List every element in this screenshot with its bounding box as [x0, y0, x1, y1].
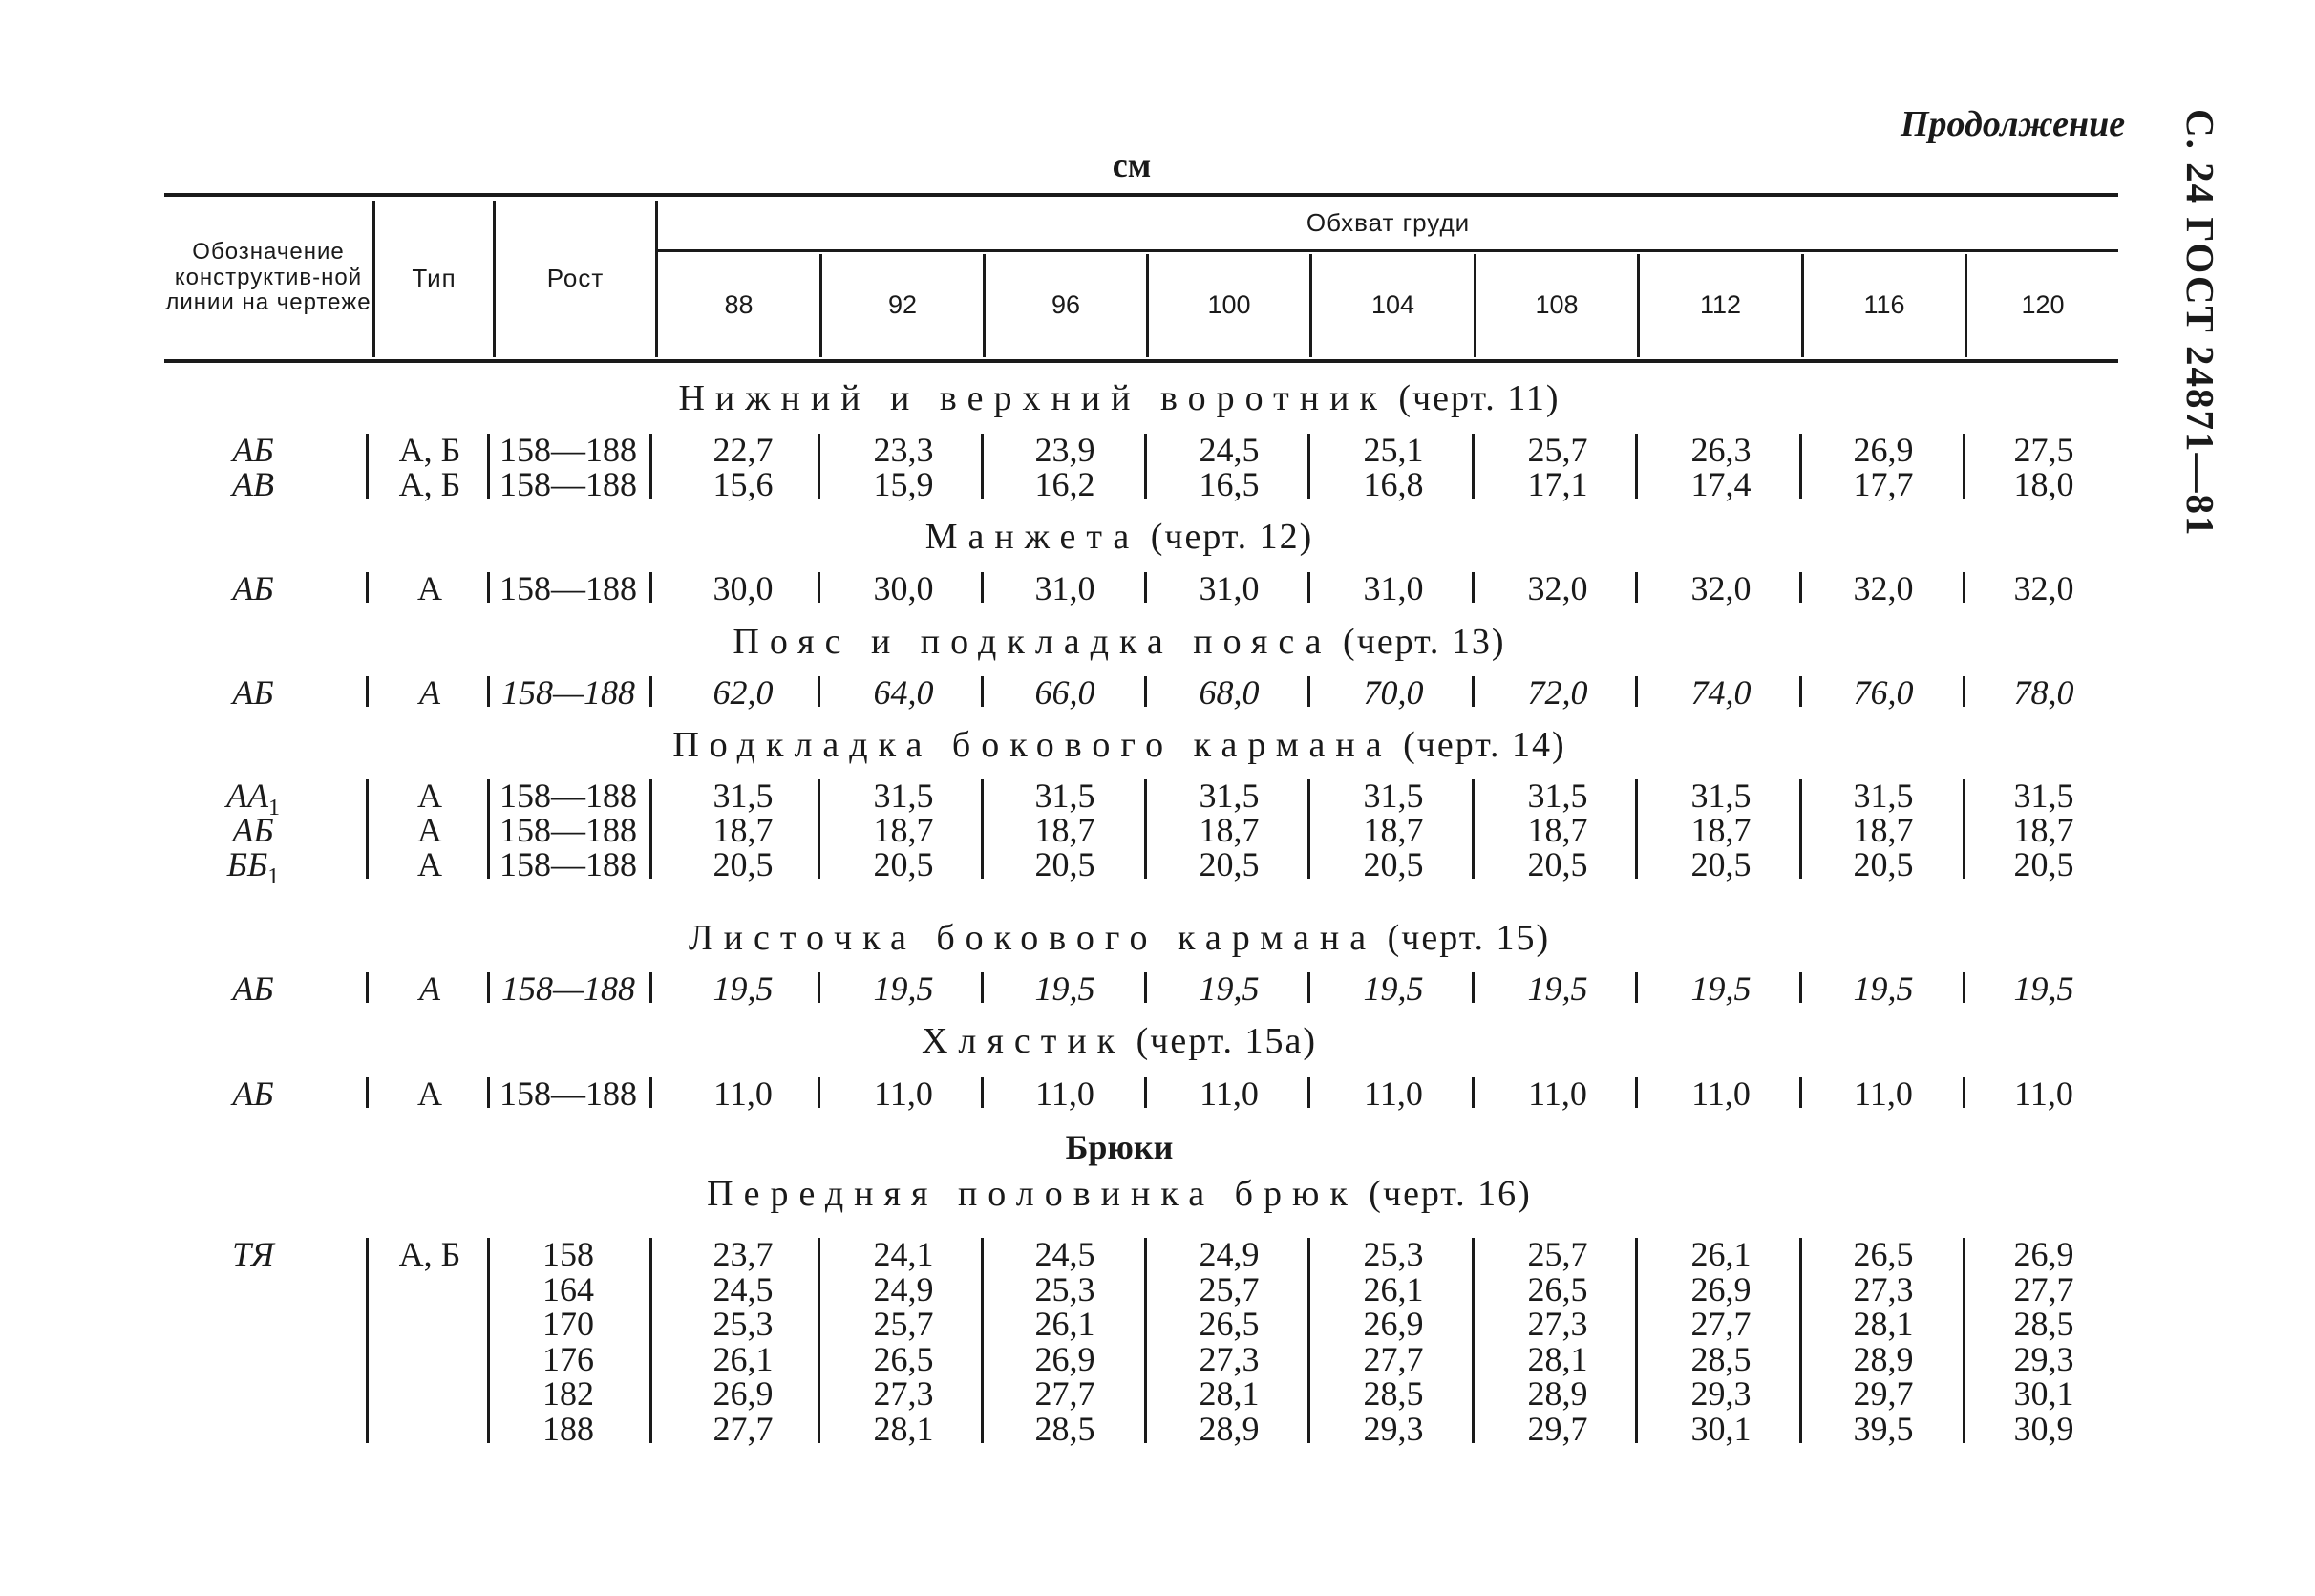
measurement-value: 31,5 [1527, 777, 1588, 815]
table-row [0, 570, 2315, 606]
table-row [0, 432, 2315, 468]
measurement-value: 24,5 [712, 1269, 774, 1309]
measurement-value: 27,7 [1363, 1339, 1424, 1378]
height-value: 176 [542, 1339, 594, 1378]
measurement-value: 20,5 [712, 845, 774, 883]
chest-size-header: 116 [1863, 290, 1905, 320]
line-designation [201, 1075, 306, 1112]
measurement-value: 19,5 [1363, 969, 1424, 1008]
measurement-value: 29,3 [1690, 1374, 1752, 1413]
type-header: Тип [412, 263, 457, 292]
line-designation-text: АВ [232, 465, 274, 503]
measurement-value: 74,0 [1690, 673, 1752, 712]
measurement-value: 19,5 [1690, 969, 1752, 1008]
table-row [0, 812, 2315, 848]
chest-size-header: 88 [724, 290, 754, 320]
measurement-value: 18,7 [1034, 811, 1095, 849]
height-value: 158—188 [499, 777, 637, 815]
measurement-value: 28,5 [1034, 1409, 1095, 1448]
measurement-value: 27,3 [1527, 1305, 1588, 1343]
measurement-value: 26,1 [1034, 1305, 1095, 1343]
chest-size-header: 108 [1535, 290, 1579, 320]
section-title-space [1388, 378, 1399, 418]
line-designation [201, 466, 306, 502]
type-value: А, Б [398, 465, 461, 503]
measurement-value: 28,5 [1363, 1374, 1424, 1413]
measurement-value: 20,5 [1363, 845, 1424, 883]
measurement-value: 17,7 [1853, 465, 1914, 503]
measurement-value: 39,5 [1853, 1409, 1914, 1448]
section-title-space [1139, 517, 1151, 557]
section-title-space [1358, 1174, 1370, 1214]
designation-header: Обозначение конструктив-ной линии на чертеже [165, 239, 372, 316]
type-value: А [417, 811, 442, 849]
section-title-space [1125, 1021, 1136, 1061]
measurement-value: 24,1 [873, 1235, 934, 1273]
measurement-value: 30,9 [2013, 1409, 2074, 1448]
measurement-value: 27,7 [1690, 1305, 1752, 1343]
line-designation [201, 970, 306, 1007]
section-title-text: Пояс и подкладка пояса [733, 622, 1332, 662]
line-designation-text: АБ [232, 431, 274, 469]
measurement-value: 25,3 [1034, 1269, 1095, 1309]
line-designation-text: АА [226, 777, 268, 815]
measurement-value: 30,1 [1690, 1409, 1752, 1448]
measurement-value: 28,9 [1853, 1339, 1914, 1378]
section-title [164, 1173, 2074, 1215]
measurement-value: 11,0 [874, 1075, 933, 1113]
section-title-text: Нижний и верхний воротник [678, 378, 1388, 418]
measurement-value: 29,3 [1363, 1409, 1424, 1448]
measurement-value: 19,5 [712, 969, 774, 1008]
section-title-text: Передняя половинка брюк [707, 1174, 1358, 1214]
section-heading: Брюки [1065, 1128, 1174, 1166]
measurement-value: 25,3 [1363, 1235, 1424, 1273]
measurement-value: 28,1 [873, 1409, 934, 1448]
section-drawing-ref: (черт. 12) [1150, 517, 1314, 557]
chest-size-header: 112 [1699, 290, 1742, 320]
measurement-value: 31,0 [1034, 569, 1095, 607]
measurement-value: 31,0 [1199, 569, 1260, 607]
measurement-value: 31,5 [1690, 777, 1752, 815]
type-value: А [417, 845, 442, 883]
height-value: 170 [542, 1305, 594, 1343]
section-title [164, 1020, 2074, 1062]
line-designation [201, 846, 306, 895]
measurement-value: 18,7 [873, 811, 934, 849]
measurement-value: 26,9 [2013, 1235, 2074, 1273]
measurement-value: 27,7 [2013, 1269, 2074, 1309]
line-designation [201, 1236, 306, 1272]
height-value: 158—188 [499, 569, 637, 607]
table-row [0, 1411, 2315, 1447]
measurement-value: 32,0 [1853, 569, 1914, 607]
line-designation-text: ТЯ [232, 1235, 274, 1273]
measurement-value: 78,0 [2013, 673, 2074, 712]
measurement-value: 26,5 [1199, 1305, 1260, 1343]
height-value: 158—188 [499, 811, 637, 849]
table-row [0, 1375, 2315, 1412]
section-drawing-ref: (черт. 13) [1343, 622, 1506, 662]
height-value: 158 [542, 1235, 594, 1273]
section-title-space [1392, 725, 1404, 765]
measurement-value: 15,6 [712, 465, 774, 503]
section-title-text: Листочка бокового кармана [688, 918, 1377, 958]
measurement-value: 25,3 [712, 1305, 774, 1343]
chest-size-header: 120 [2021, 290, 2065, 320]
table-row [0, 1236, 2315, 1272]
measurement-value: 66,0 [1034, 673, 1095, 712]
measurement-value: 11,0 [2014, 1075, 2073, 1113]
measurement-value: 31,5 [1853, 777, 1914, 815]
measurement-value: 18,7 [712, 811, 774, 849]
table-row [0, 1306, 2315, 1342]
measurement-value: 28,9 [1199, 1409, 1260, 1448]
table-row [0, 1271, 2315, 1308]
measurement-value: 26,9 [1853, 431, 1914, 469]
chest-size-header: 104 [1370, 290, 1415, 320]
measurement-value: 28,1 [1527, 1339, 1588, 1378]
line-designation-text: АБ [232, 969, 274, 1008]
type-value: А [417, 569, 442, 607]
measurement-value: 23,7 [712, 1235, 774, 1273]
measurement-value: 17,1 [1527, 465, 1588, 503]
measurement-value: 26,5 [873, 1339, 934, 1378]
measurement-value: 24,9 [1199, 1235, 1260, 1273]
measurement-value: 23,9 [1034, 431, 1095, 469]
measurement-value: 24,5 [1034, 1235, 1095, 1273]
height-value: 182 [542, 1374, 594, 1413]
height-value: 158—188 [499, 431, 637, 469]
measurement-value: 32,0 [1527, 569, 1588, 607]
measurement-value: 11,0 [713, 1075, 773, 1113]
measurement-value: 64,0 [873, 673, 934, 712]
table-row [0, 1341, 2315, 1377]
height-value: 158—188 [500, 969, 635, 1008]
section-drawing-ref: (черт. 16) [1369, 1174, 1532, 1214]
measurement-value: 18,7 [1363, 811, 1424, 849]
measurement-value: 20,5 [2013, 845, 2074, 883]
height-value: 158—188 [499, 1075, 637, 1113]
height-value: 158—188 [500, 673, 635, 712]
measurement-value: 31,5 [873, 777, 934, 815]
measurement-value: 32,0 [1690, 569, 1752, 607]
measurement-value: 31,0 [1363, 569, 1424, 607]
measurement-value: 26,9 [1363, 1305, 1424, 1343]
measurement-value: 26,1 [712, 1339, 774, 1378]
continuation-label: Продолжение [1901, 104, 2126, 144]
table-row [0, 777, 2315, 821]
section-title-text: Манжета [924, 517, 1140, 557]
measurement-value: 31,5 [1363, 777, 1424, 815]
table-row [0, 674, 2315, 711]
type-value: А [419, 969, 440, 1008]
table-row [0, 970, 2315, 1007]
measurement-value: 32,0 [2013, 569, 2074, 607]
measurement-value: 19,5 [2013, 969, 2074, 1008]
measurement-value: 23,3 [873, 431, 934, 469]
measurement-value: 20,5 [873, 845, 934, 883]
measurement-value: 29,7 [1527, 1409, 1588, 1448]
measurement-value: 24,5 [1199, 431, 1260, 469]
measurement-value: 20,5 [1034, 845, 1095, 883]
chest-size-header: 92 [887, 290, 918, 320]
line-designation [201, 432, 306, 468]
table-row [0, 466, 2315, 502]
measurement-value: 26,5 [1853, 1235, 1914, 1273]
measurement-value: 25,7 [1527, 431, 1588, 469]
height-value: 164 [542, 1269, 594, 1309]
measurement-value: 25,7 [873, 1305, 934, 1343]
line-designation-subscript: 1 [267, 796, 280, 821]
section-title-space [1332, 622, 1344, 662]
measurement-value: 22,7 [712, 431, 774, 469]
measurement-value: 11,0 [1035, 1075, 1094, 1113]
measurement-value: 29,7 [1853, 1374, 1914, 1413]
measurement-value: 20,5 [1527, 845, 1588, 883]
section-title-text: Хлястик [921, 1021, 1126, 1061]
section-title [164, 516, 2074, 558]
page-side-header: С. 24 ГОСТ 24871—81 [2178, 109, 2222, 538]
measurement-value: 11,0 [1691, 1075, 1751, 1113]
measurement-value: 72,0 [1527, 673, 1588, 712]
type-value: А, Б [398, 431, 461, 469]
measurement-value: 28,1 [1853, 1305, 1914, 1343]
measurement-value: 19,5 [1527, 969, 1588, 1008]
height-value: 188 [542, 1409, 594, 1448]
section-drawing-ref: (черт. 14) [1403, 725, 1566, 765]
table-row [0, 845, 2315, 890]
section-title [164, 917, 2074, 959]
line-designation-text: АБ [232, 1075, 274, 1113]
line-designation-text: ББ [226, 845, 268, 883]
type-value: А [417, 777, 442, 815]
measurement-value: 70,0 [1363, 673, 1424, 712]
measurement-value: 31,5 [1034, 777, 1095, 815]
measurement-value: 68,0 [1199, 673, 1260, 712]
section-title [164, 621, 2074, 663]
section-title-text: Подкладка бокового кармана [672, 725, 1392, 765]
measurement-value: 27,3 [873, 1374, 934, 1413]
measurement-value: 19,5 [1034, 969, 1095, 1008]
type-value: А [419, 673, 440, 712]
measurement-value: 28,9 [1527, 1374, 1588, 1413]
line-designation-text: АБ [232, 811, 274, 849]
measurement-value: 26,3 [1690, 431, 1752, 469]
measurement-value: 18,7 [1690, 811, 1752, 849]
measurement-value: 26,1 [1363, 1269, 1424, 1309]
measurement-value: 11,0 [1200, 1075, 1259, 1113]
measurement-value: 25,7 [1199, 1269, 1260, 1309]
measurement-value: 16,2 [1034, 465, 1095, 503]
measurement-value: 20,5 [1690, 845, 1752, 883]
section-title [164, 724, 2074, 766]
measurement-value: 26,9 [1690, 1269, 1752, 1309]
measurement-value: 76,0 [1853, 673, 1914, 712]
measurement-value: 26,5 [1527, 1269, 1588, 1309]
measurement-value: 18,7 [1527, 811, 1588, 849]
measurement-value: 27,7 [1034, 1374, 1095, 1413]
measurement-value: 28,1 [1199, 1374, 1260, 1413]
measurement-value: 19,5 [1199, 969, 1260, 1008]
measurement-value: 30,0 [712, 569, 774, 607]
section-drawing-ref: (черт. 11) [1398, 378, 1561, 418]
measurement-value: 16,8 [1363, 465, 1424, 503]
section-title [164, 377, 2074, 419]
table-row [0, 1075, 2315, 1112]
measurement-value: 17,4 [1690, 465, 1752, 503]
measurement-value: 28,5 [2013, 1305, 2074, 1343]
measurement-value: 19,5 [1853, 969, 1914, 1008]
measurement-value: 18,7 [1853, 811, 1914, 849]
measurement-value: 20,5 [1199, 845, 1260, 883]
measurement-value: 27,3 [1199, 1339, 1260, 1378]
height-header: Рост [546, 263, 605, 292]
measurement-value: 27,3 [1853, 1269, 1914, 1309]
measurement-value: 11,0 [1528, 1075, 1587, 1113]
chest-header: Обхват груди [1306, 208, 1471, 238]
measurement-value: 27,5 [2013, 431, 2074, 469]
section-drawing-ref: (черт. 15а) [1136, 1021, 1318, 1061]
type-value: А [417, 1075, 442, 1113]
measurement-value: 18,7 [1199, 811, 1260, 849]
measurement-value: 30,1 [2013, 1374, 2074, 1413]
measurement-value: 29,3 [2013, 1339, 2074, 1378]
section-title-space [1376, 918, 1388, 958]
measurement-value: 31,5 [2013, 777, 2074, 815]
measurement-value: 62,0 [712, 673, 774, 712]
line-designation [201, 570, 306, 606]
measurement-value: 11,0 [1854, 1075, 1913, 1113]
measurement-value: 26,9 [712, 1374, 774, 1413]
measurement-value: 15,9 [873, 465, 934, 503]
measurement-value: 19,5 [873, 969, 934, 1008]
measurement-value: 18,7 [2013, 811, 2074, 849]
line-designation-subscript: 1 [267, 864, 280, 890]
measurement-value: 31,5 [712, 777, 774, 815]
chest-size-header: 96 [1051, 290, 1081, 320]
measurement-value: 20,5 [1853, 845, 1914, 883]
section-drawing-ref: (черт. 15) [1387, 918, 1551, 958]
measurement-value: 11,0 [1364, 1075, 1423, 1113]
measurement-value: 25,1 [1363, 431, 1424, 469]
measurement-value: 18,0 [2013, 465, 2074, 503]
height-value: 158—188 [499, 465, 637, 503]
measurement-value: 24,9 [873, 1269, 934, 1309]
measurement-value: 28,5 [1690, 1339, 1752, 1378]
measurement-value: 31,5 [1199, 777, 1260, 815]
measurement-value: 25,7 [1527, 1235, 1588, 1273]
line-designation [201, 812, 306, 848]
line-designation-text: АБ [232, 673, 274, 712]
type-value: А, Б [398, 1235, 461, 1273]
chest-size-header: 100 [1207, 290, 1251, 320]
measurement-value: 16,5 [1199, 465, 1260, 503]
table-header-bottom-rule [164, 359, 2118, 363]
measurement-value: 26,9 [1034, 1339, 1095, 1378]
height-value: 158—188 [499, 845, 637, 883]
unit-label: см [1112, 146, 1152, 184]
measurement-value: 30,0 [873, 569, 934, 607]
measurement-value: 26,1 [1690, 1235, 1752, 1273]
measurement-value: 27,7 [712, 1409, 774, 1448]
line-designation [201, 674, 306, 711]
line-designation-text: АБ [232, 569, 274, 607]
